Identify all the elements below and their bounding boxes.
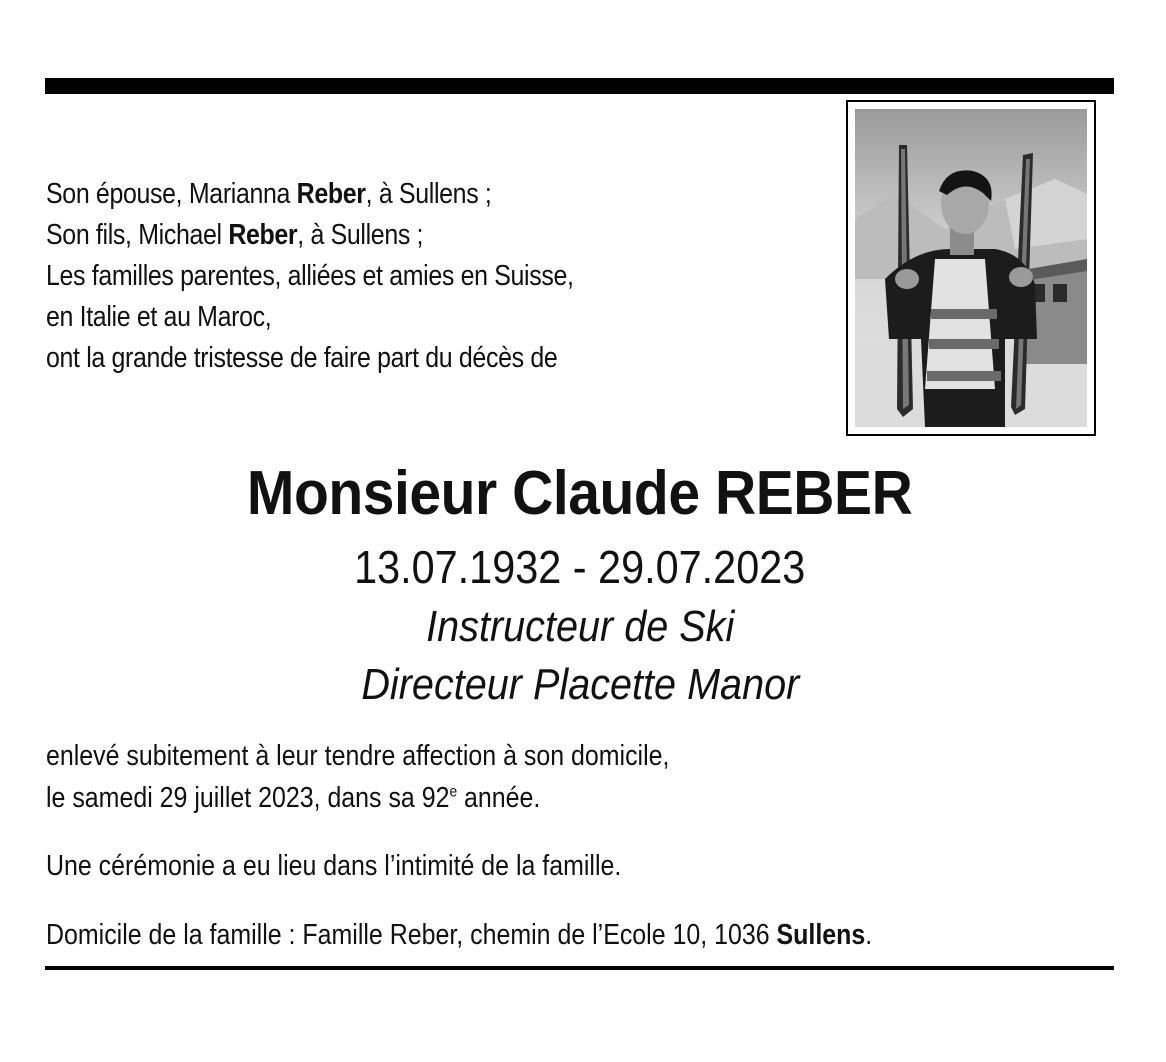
address-town: Sullens [776, 919, 866, 951]
intro-text: , à Sullens ; [297, 219, 424, 251]
address-text: Domicile de la famille : Famille Reber, chemin de l’Ecole 10, 1036 [46, 919, 777, 951]
ordinal-suffix: e [449, 783, 458, 801]
death-details-line-2 [46, 777, 975, 819]
life-dates [0, 540, 1160, 594]
family-address [46, 914, 1126, 956]
intro-surname: Reber [296, 178, 366, 210]
deceased-name [0, 458, 1160, 529]
intro-surname: Reber [228, 219, 298, 251]
intro-text: Son fils, Michael [46, 219, 229, 251]
ceremony-line: Une cérémonie a eu lieu dans l’intimité de la famille. [46, 850, 622, 882]
details-text: le samedi 29 juillet 2023, dans sa 92 [46, 782, 450, 814]
intro-line-countries: en Italie et au Maroc, [46, 301, 272, 333]
portrait-photo [846, 100, 1096, 436]
top-rule [45, 78, 1114, 94]
portrait-photo-skier-icon [855, 109, 1087, 427]
role-text: Instructeur de Ski [425, 602, 735, 651]
details-text: année. [457, 782, 541, 814]
bottom-rule [45, 966, 1114, 970]
role-director [0, 660, 1160, 710]
life-dates-text: 13.07.1932 - 29.07.2023 [354, 541, 806, 593]
role-text: Directeur Placette Manor [361, 660, 799, 709]
ceremony-note [46, 845, 1126, 887]
deceased-name-text: Monsieur Claude REBER [247, 459, 913, 528]
intro-line-wife [46, 174, 700, 215]
intro-text: Son épouse, Marianna [46, 178, 297, 210]
death-details [46, 735, 1126, 819]
intro-text: , à Sullens ; [365, 178, 492, 210]
intro-line-families: Les familles parentes, alliées et amies en Suisse, [46, 260, 574, 292]
intro-line-announcement: ont la grande tristesse de faire part du décès de [46, 342, 558, 374]
family-announcement [46, 174, 806, 379]
address-line [46, 914, 975, 956]
death-details-line-1: enlevé subitement à leur tendre affection à son domicile, [46, 740, 670, 772]
role-ski-instructor [0, 602, 1160, 652]
address-text: . [865, 919, 873, 951]
intro-line-son [46, 215, 700, 256]
